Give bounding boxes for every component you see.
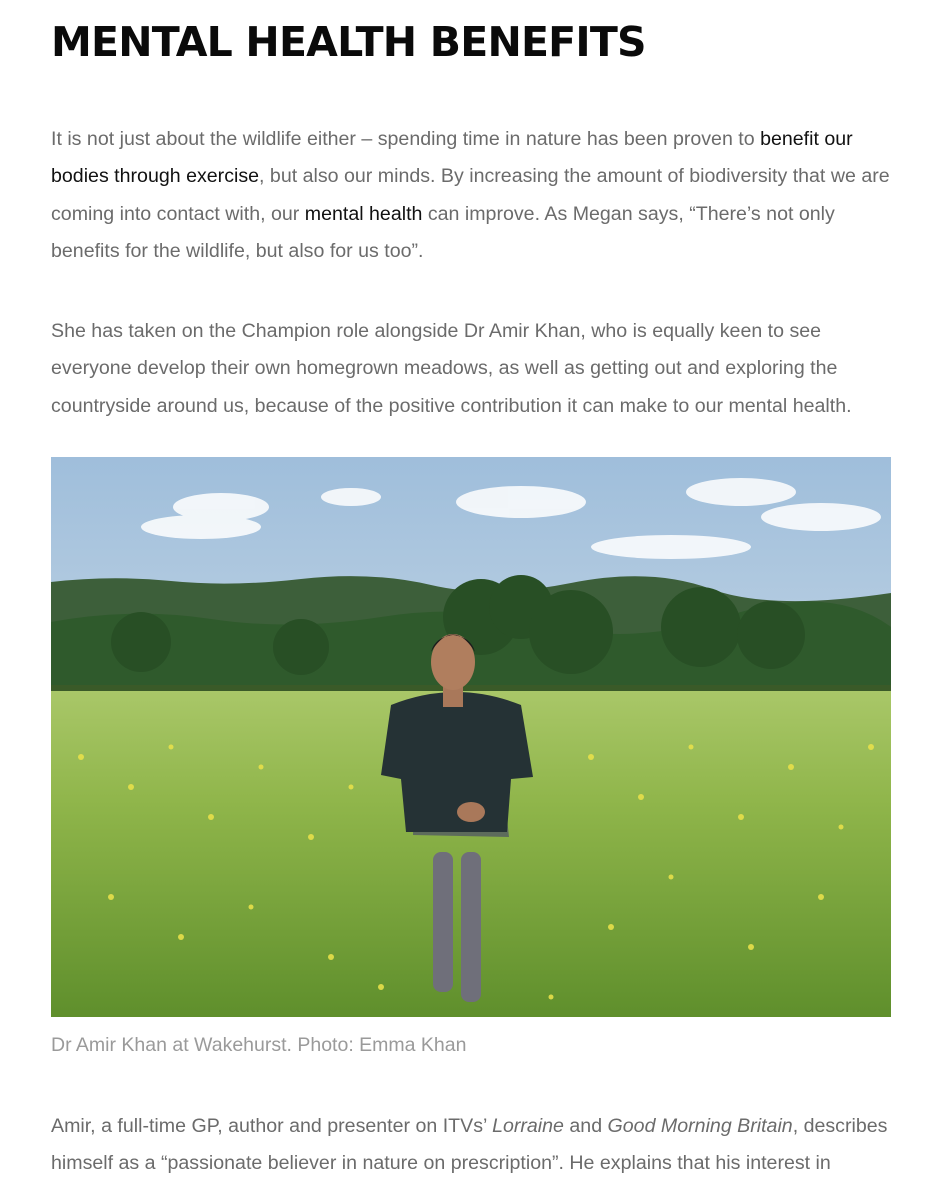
photo-caption: Dr Amir Khan at Wakehurst. Photo: Emma Khan [51,1034,467,1056]
article-photo [51,457,891,1017]
paragraph-text: , describes himself as a “passionate believer in nature on prescription”. He explains that his interest in [51,1115,888,1175]
mental-health-link[interactable]: mental health [304,202,423,225]
paragraph-text: Amir, a full-time GP, author and presenter on ITVs’ [51,1115,493,1137]
paragraph-text: , but also our minds. By increasing the amount of biodiversity that we are coming into contact with, our [51,165,890,225]
paragraph-benefits [51,121,893,270]
paragraph-text: It is not just about the wildlife either – spending time in nature has been proven to [51,128,761,150]
show-title-lorraine: Lorraine [492,1115,564,1137]
paragraph-text: can improve. As Megan says, “There’s not only benefits for the wildlife, but also for us too”. [51,202,835,262]
exercise-benefits-link[interactable]: benefit our bodies through exercise [51,128,853,188]
section-heading: MENTAL HEALTH BENEFITS [51,18,646,66]
paragraph-amir [51,1108,896,1183]
article [51,0,893,425]
show-title-good-morning-britain: Good Morning Britain [607,1115,793,1137]
paragraph-champion-role: She has taken on the Champion role alongside Dr Amir Khan, who is equally keen to see everyone develop their own homegrown meadows, as well as getting out and exploring the countryside around us, because of the positive contribution it can make to our mental health. [51,320,852,417]
meadow-photo-illustration [51,457,891,1017]
paragraph-text: and [563,1115,608,1137]
